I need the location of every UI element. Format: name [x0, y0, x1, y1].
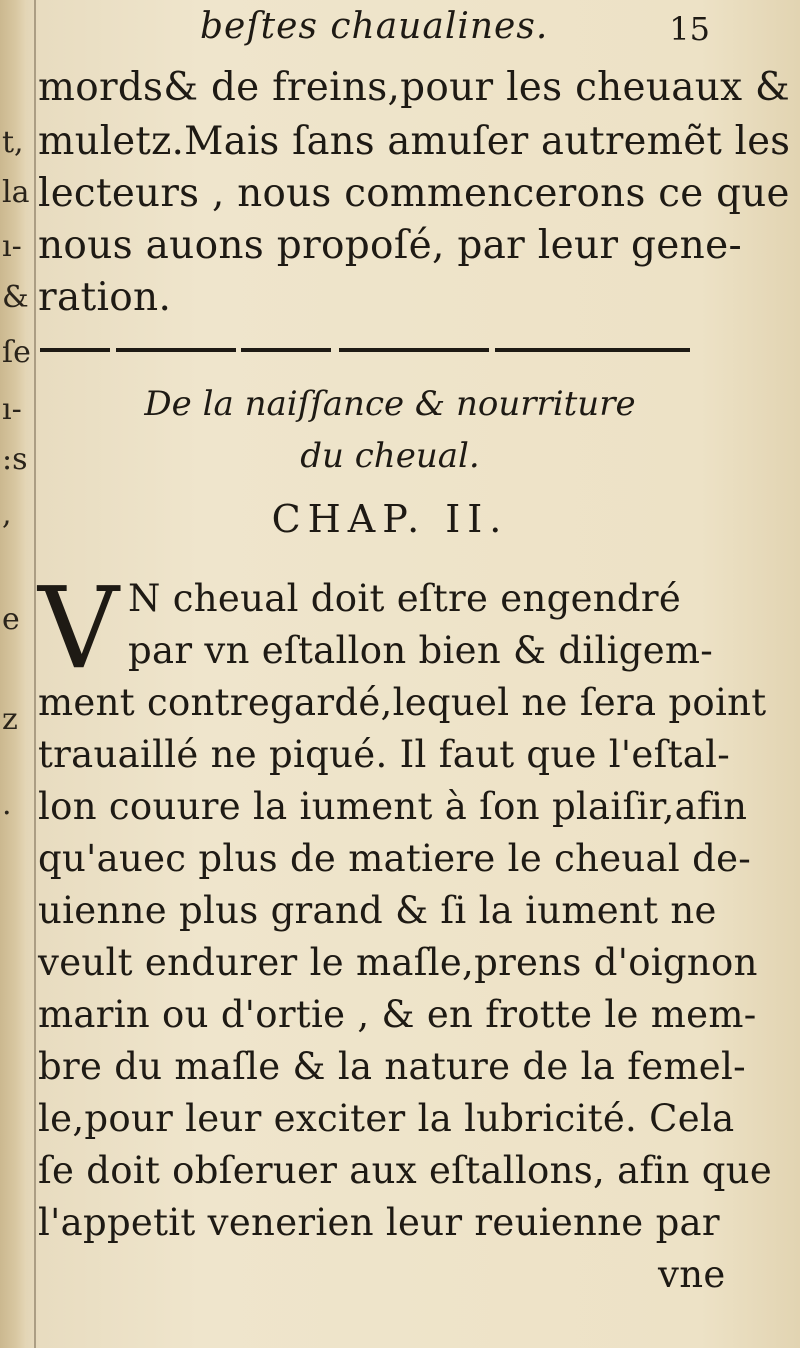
text-line: mords& de freins,pour les cheuaux & [38, 65, 790, 110]
text-line: trauaillé ne piqué. Il faut que l'eſtal- [38, 733, 731, 776]
section-heading-line-1: De la naiſſance & nourriture [144, 384, 636, 424]
text-line: marin ou d'ortie , & en frotte le mem- [38, 993, 757, 1036]
running-head [150, 6, 710, 58]
text-line: qu'auec plus de matiere le cheual de- [38, 837, 752, 880]
drop-cap: V [38, 564, 119, 694]
margin-fragment: ſe [2, 335, 31, 370]
margin-fragment: e [2, 602, 20, 637]
page-number: 15 [669, 10, 710, 48]
margin-fragment: :s [2, 442, 28, 477]
text-line: lecteurs , nous commencerons ce que [38, 171, 790, 216]
section-heading-line-2: du cheual. [300, 436, 480, 476]
text-line: nous auons propoſé, par leur gene- [38, 223, 742, 268]
text-line: veult endurer le maſle,prens d'oignon [38, 941, 758, 984]
chapter-label: CHAP. II. [271, 497, 509, 541]
running-head-title: beſtes chaualines. [200, 6, 549, 47]
text-line: N cheual doit eſtre engendré [128, 577, 682, 620]
margin-fragment: t, [2, 125, 24, 160]
text-line: ration. [38, 275, 172, 320]
text-line: le,pour leur exciter la lubricité. Cela [38, 1097, 735, 1140]
margin-fragment: . [2, 787, 12, 822]
text-line: lon couure la iument à ſon plaiſir,afin [38, 785, 748, 828]
margin-fragment: , [2, 497, 12, 532]
text-line: muletz.Mais ſans amuſer autremẽt les [38, 119, 791, 164]
margin-fragment: ı- [2, 392, 22, 427]
margin-fragment: z [2, 702, 18, 737]
margin-fragment: ı- [2, 229, 22, 264]
text-line: bre du maſle & la nature de la femel- [38, 1045, 746, 1088]
text-line: uienne plus grand & ſi la iument ne [38, 889, 717, 932]
section-divider-rule [40, 343, 690, 357]
catchword: vne [658, 1253, 726, 1296]
text-line: l'appetit venerien leur reuienne par [38, 1201, 720, 1244]
text-line: ment contregardé,lequel ne ſera point [38, 681, 767, 724]
margin-fragment: la [2, 175, 30, 210]
text-line: par vn eſtallon bien & diligem- [128, 629, 714, 672]
page-fold-line [34, 0, 36, 1348]
margin-fragment: & [2, 280, 29, 315]
text-line: ſe doit obſeruer aux eſtallons, afin que [38, 1149, 773, 1192]
